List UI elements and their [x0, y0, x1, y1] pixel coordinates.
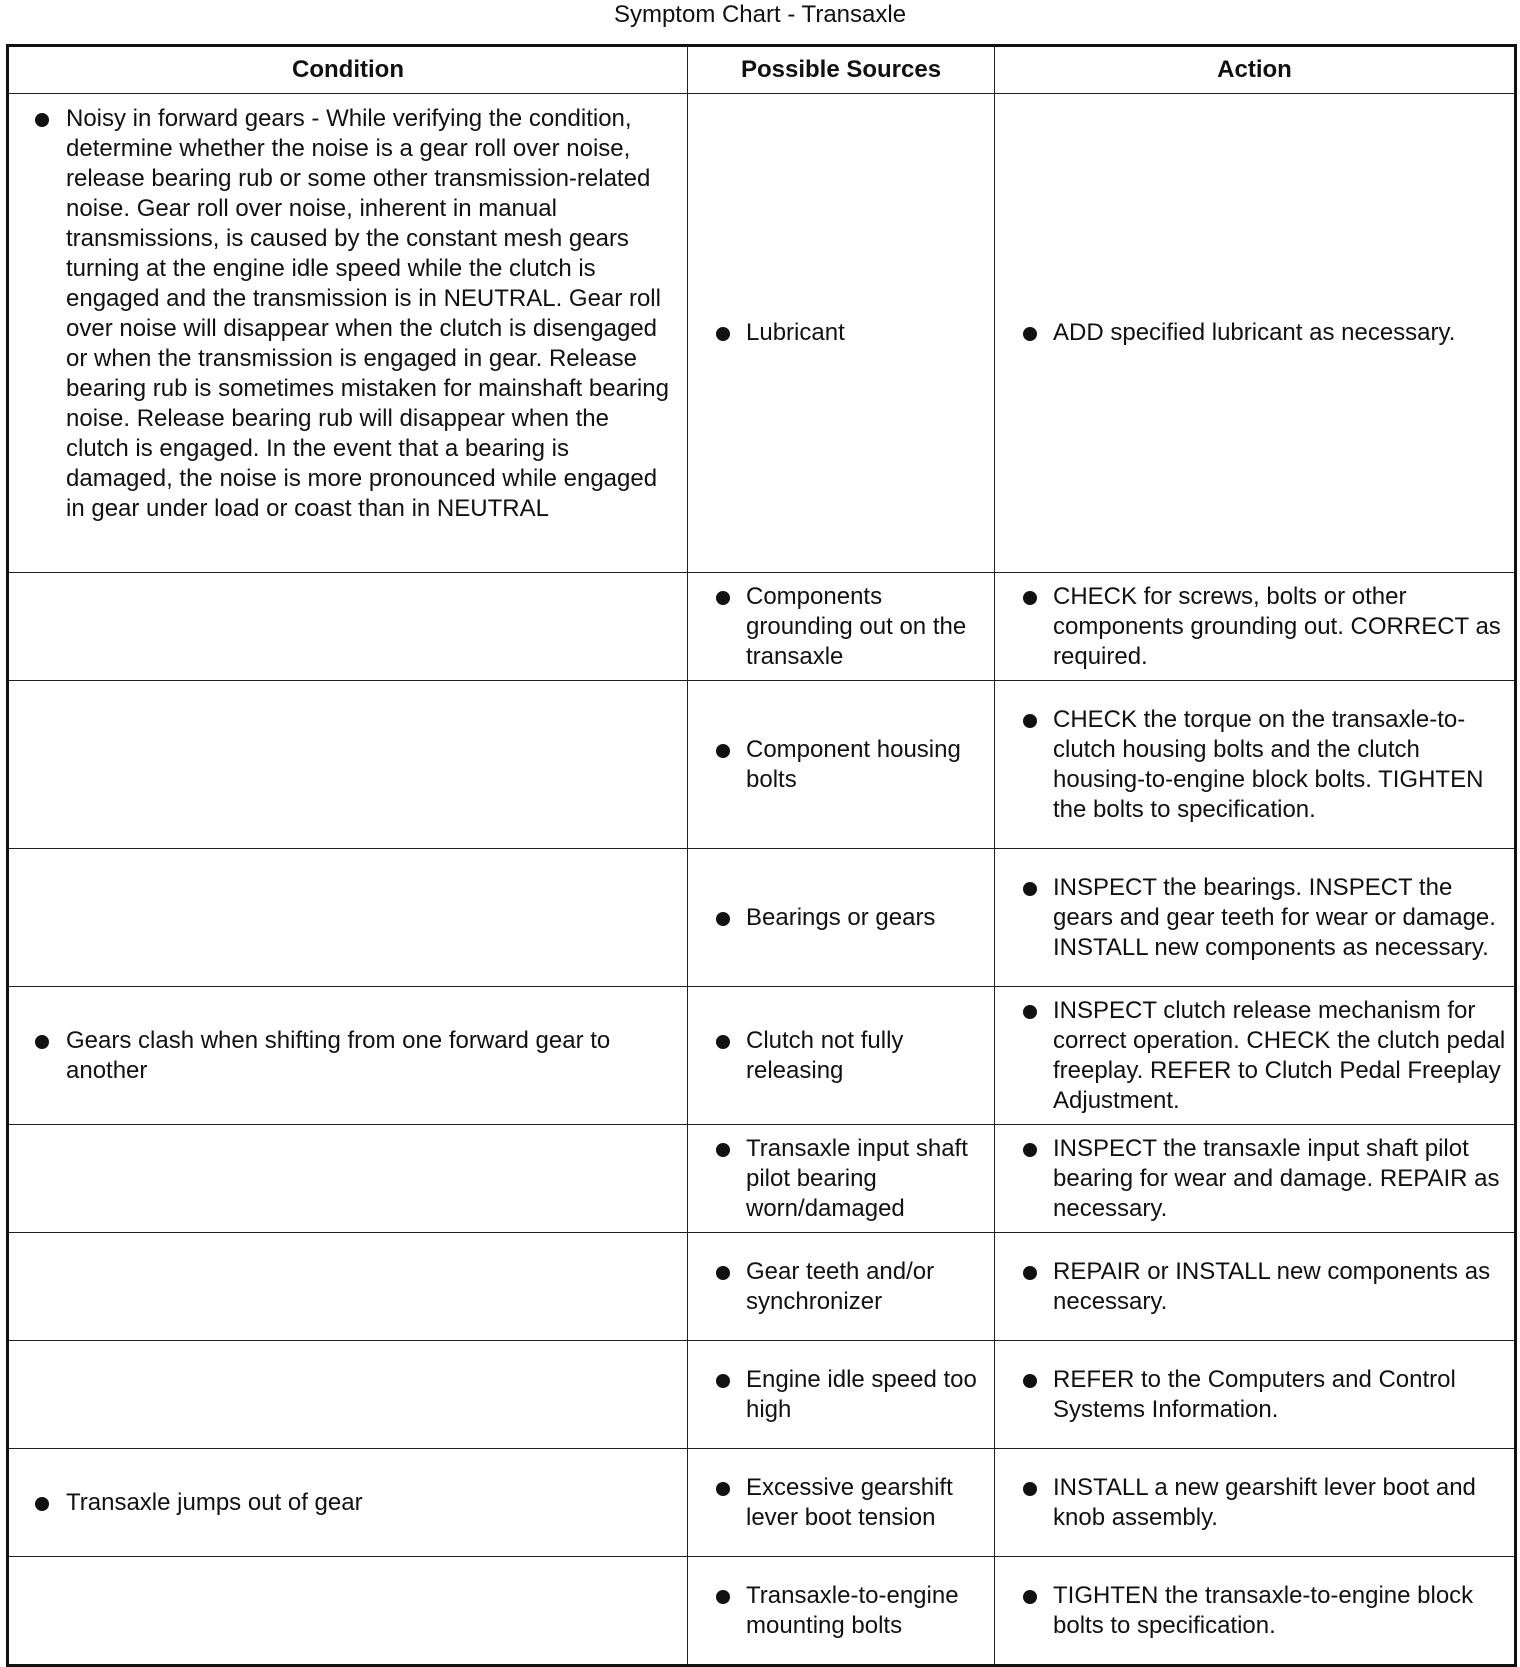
source-cell: [688, 1449, 995, 1557]
action-cell: [995, 987, 1516, 1125]
bullet-icon: [1023, 1374, 1037, 1388]
bullet-icon: [716, 1374, 730, 1388]
source-cell: [688, 573, 995, 681]
symptom-chart-table: [6, 44, 1517, 1667]
condition-text: Transaxle jumps out of gear: [66, 1488, 363, 1516]
bullet-icon: [1023, 1482, 1037, 1496]
table-row: [8, 1341, 1516, 1449]
source-cell: [688, 1233, 995, 1341]
bullet-icon: [716, 912, 730, 926]
bullet-icon: [716, 1266, 730, 1280]
action-text: REFER to the Computers and Control Systems Information.: [1053, 1365, 1456, 1423]
source-cell: [688, 1341, 995, 1449]
source-text: Engine idle speed too high: [746, 1365, 977, 1423]
condition-cell: [8, 94, 688, 573]
bullet-icon: [1023, 1005, 1037, 1019]
source-text: Components grounding out on the transaxle: [746, 582, 967, 670]
table-row: [8, 1449, 1516, 1557]
bullet-icon: [716, 1590, 730, 1604]
table-row: [8, 681, 1516, 849]
action-text: INSPECT clutch release mechanism for correct operation. CHECK the clutch pedal freeplay. REFER to Clutch Pedal Freeplay Adjustment.: [1053, 996, 1506, 1114]
table-row: [8, 987, 1516, 1125]
action-text: REPAIR or INSTALL new components as necessary.: [1053, 1257, 1491, 1315]
condition-text: Noisy in forward gears - While verifying the condition, determine whether the noise is a gear roll over noise, release bearing rub or some other transmission-related noise. Gear roll over noise, inherent in manual transmissions, is caused by the constant mesh gears turning at the engine idle speed while the clutch is engaged and the transmission is in NEUTRAL. Gear roll over noise will disappear when the clutch is disengaged or when the transmission is engaged in gear. Release bearing rub is sometimes mistaken for mainshaft bearing noise. Release bearing rub will disappear when the clutch is engaged. In the event that a bearing is damaged, the noise is more pronounced while engaged in gear under load or coast than in NEUTRAL: [66, 105, 669, 522]
bullet-icon: [1023, 1590, 1037, 1604]
header-action: Action: [995, 46, 1516, 94]
action-cell: [995, 1557, 1516, 1666]
action-cell: [995, 573, 1516, 681]
table-row: [8, 1125, 1516, 1233]
source-cell: [688, 1125, 995, 1233]
action-text: CHECK the torque on the transaxle-to-clutch housing bolts and the clutch housing-to-engine block bolts. TIGHTEN the bolts to specification.: [1053, 705, 1484, 823]
bullet-icon: [1023, 714, 1037, 728]
action-cell: [995, 849, 1516, 987]
condition-cell: [8, 573, 688, 681]
bullet-icon: [35, 1497, 49, 1511]
table-header-row: [8, 46, 1516, 94]
action-text: CHECK for screws, bolts or other components grounding out. CORRECT as required.: [1053, 582, 1501, 670]
source-text: Component housing bolts: [746, 735, 961, 793]
source-text: Transaxle-to-engine mounting bolts: [746, 1581, 959, 1639]
condition-cell: [8, 1233, 688, 1341]
page-title: Symptom Chart - Transaxle: [613, 1, 907, 28]
bullet-icon: [716, 591, 730, 605]
bullet-icon: [716, 1482, 730, 1496]
condition-cell: [8, 681, 688, 849]
source-cell: [688, 849, 995, 987]
table-row: [8, 1557, 1516, 1666]
condition-cell: [8, 1557, 688, 1666]
action-cell: [995, 681, 1516, 849]
source-text: Bearings or gears: [746, 903, 936, 931]
source-text: Gear teeth and/or synchronizer: [746, 1257, 935, 1315]
action-text: INSPECT the bearings. INSPECT the gears and gear teeth for wear or damage. INSTALL new components as necessary.: [1053, 873, 1496, 961]
bullet-icon: [1023, 1143, 1037, 1157]
table-row: [8, 849, 1516, 987]
action-cell: [995, 1341, 1516, 1449]
condition-cell: [8, 1125, 688, 1233]
bullet-icon: [716, 744, 730, 758]
condition-cell: [8, 1341, 688, 1449]
action-text: ADD specified lubricant as necessary.: [1053, 319, 1456, 346]
source-cell: [688, 987, 995, 1125]
condition-cell: [8, 1449, 688, 1557]
table-row: [8, 573, 1516, 681]
bullet-icon: [716, 1143, 730, 1157]
header-condition: Condition: [8, 46, 688, 94]
action-text: INSPECT the transaxle input shaft pilot bearing for wear and damage. REPAIR as necessary.: [1053, 1134, 1500, 1222]
source-cell: [688, 94, 995, 573]
source-text: Clutch not fully releasing: [746, 1026, 904, 1084]
source-text: Transaxle input shaft pilot bearing worn/damaged: [746, 1134, 968, 1222]
action-cell: [995, 1233, 1516, 1341]
source-cell: [688, 1557, 995, 1666]
action-cell: [995, 1125, 1516, 1233]
bullet-icon: [35, 113, 49, 127]
action-text: TIGHTEN the transaxle-to-engine block bolts to specification.: [1053, 1581, 1474, 1639]
table-row: [8, 94, 1516, 573]
header-possible-sources: Possible Sources: [688, 46, 995, 94]
table-row: [8, 1233, 1516, 1341]
bullet-icon: [1023, 882, 1037, 896]
bullet-icon: [1023, 591, 1037, 605]
condition-text: Gears clash when shifting from one forward gear to another: [66, 1026, 611, 1084]
bullet-icon: [1023, 1266, 1037, 1280]
action-cell: [995, 1449, 1516, 1557]
bullet-icon: [1023, 327, 1037, 341]
action-cell: [995, 94, 1516, 573]
action-text: INSTALL a new gearshift lever boot and knob assembly.: [1053, 1473, 1476, 1531]
bullet-icon: [716, 1035, 730, 1049]
source-cell: [688, 681, 995, 849]
bullet-icon: [35, 1035, 49, 1049]
condition-cell: [8, 849, 688, 987]
bullet-icon: [716, 327, 730, 341]
source-text: Lubricant: [746, 319, 845, 346]
condition-cell: [8, 987, 688, 1125]
source-text: Excessive gearshift lever boot tension: [746, 1473, 953, 1531]
